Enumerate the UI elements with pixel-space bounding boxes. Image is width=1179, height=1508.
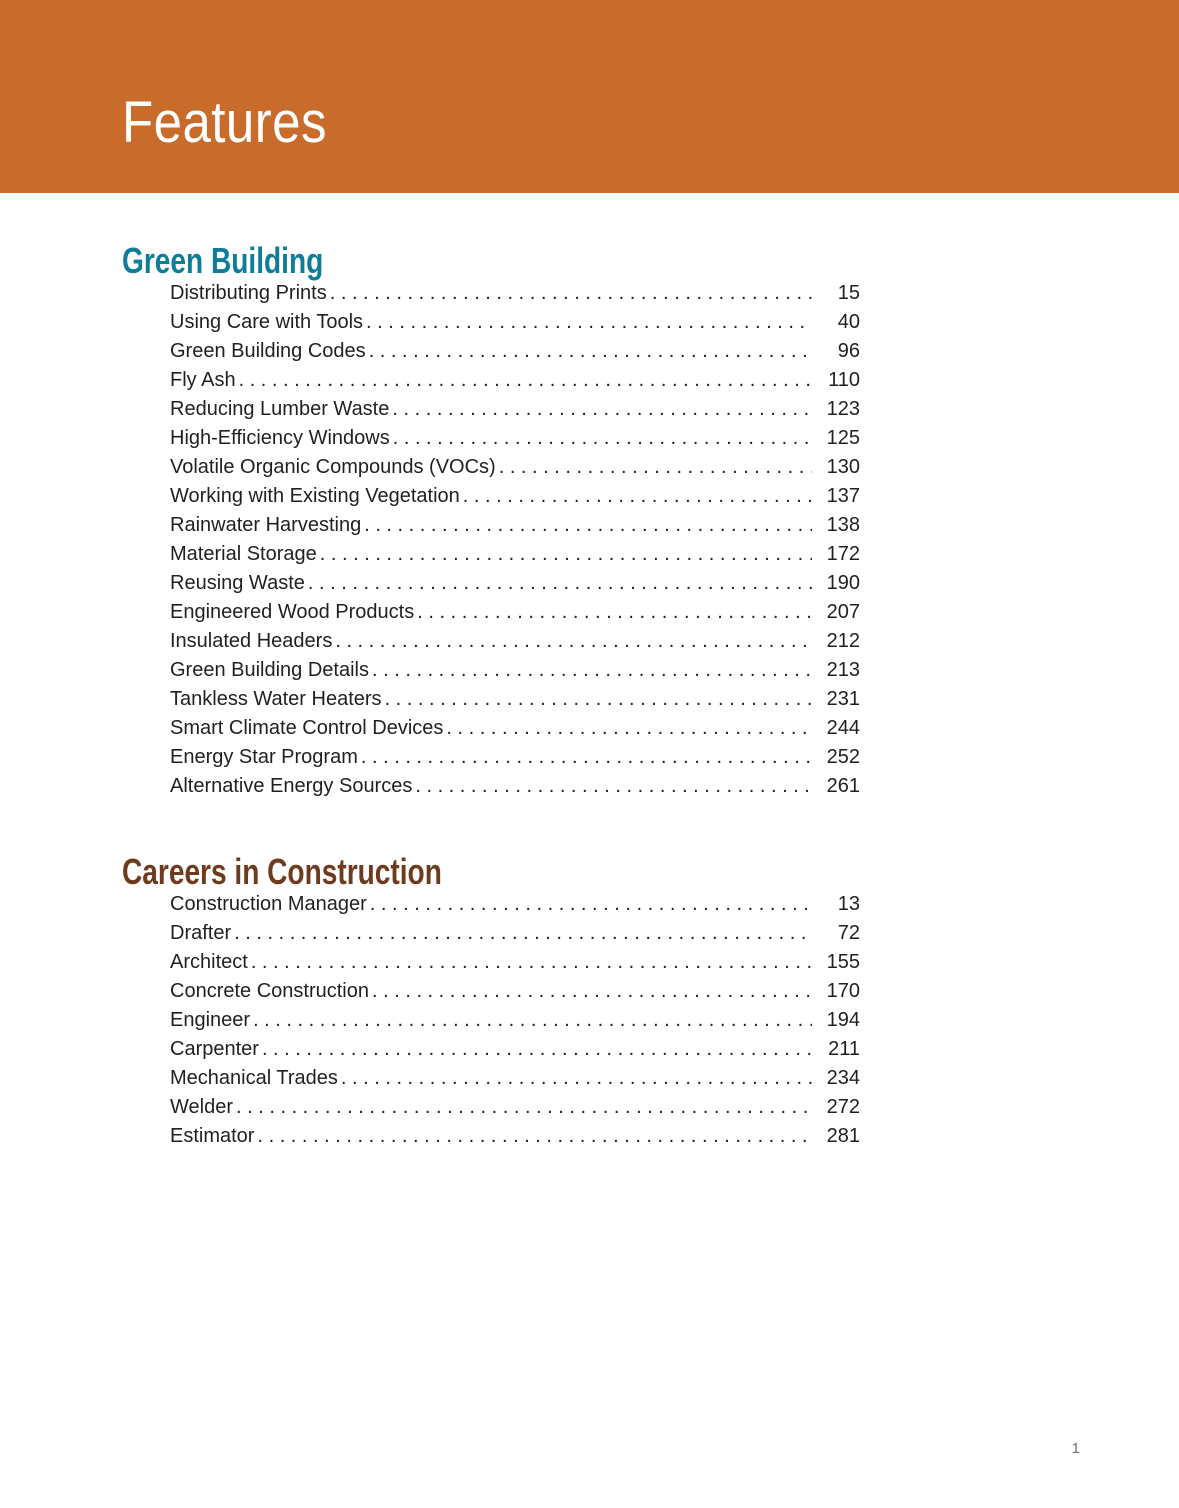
- chapter-banner: [0, 0, 1179, 193]
- toc-row: [170, 511, 860, 540]
- dot-leader: [251, 948, 812, 977]
- toc-row: [170, 540, 860, 569]
- toc-row: [170, 598, 860, 627]
- dot-leader: [385, 685, 812, 714]
- toc-entry-label: Tankless Water Heaters: [170, 688, 382, 710]
- toc-entry-page-number: 123: [826, 398, 860, 420]
- toc-entry-page-number: 130: [826, 456, 860, 478]
- toc-entry-label: Working with Existing Vegetation: [170, 485, 460, 507]
- toc-row: [170, 890, 860, 919]
- toc-entry-label: Material Storage: [170, 543, 317, 565]
- dot-leader: [335, 627, 812, 656]
- toc-section: [122, 851, 860, 1151]
- toc-entry-page-number: 261: [826, 775, 860, 797]
- toc-row: [170, 685, 860, 714]
- toc-entry-label: Reducing Lumber Waste: [170, 398, 390, 420]
- toc-entry-page-number: 110: [828, 369, 860, 391]
- toc-entry-page-number: 40: [837, 311, 860, 333]
- toc-row: [170, 656, 860, 685]
- toc-entry-label: Drafter: [170, 922, 232, 944]
- toc-entry-label: Estimator: [170, 1125, 255, 1147]
- toc-entry-label: Distributing Prints: [170, 282, 327, 304]
- toc-entry-label: High-Efficiency Windows: [170, 427, 390, 449]
- toc-row: [170, 948, 860, 977]
- toc-entry-page-number: 170: [826, 980, 860, 1002]
- toc-row: [170, 453, 860, 482]
- toc-entry-label: Mechanical Trades: [170, 1067, 338, 1089]
- toc-row: [170, 308, 860, 337]
- toc-entry-page-number: 72: [837, 922, 860, 944]
- toc-entry-page-number: 213: [826, 659, 860, 681]
- dot-leader: [330, 279, 812, 308]
- toc-row: [170, 1035, 860, 1064]
- toc-entry-page-number: 244: [826, 717, 860, 739]
- toc-row: [170, 743, 860, 772]
- dot-leader: [372, 977, 812, 1006]
- toc-entry-page-number: 207: [826, 601, 860, 623]
- toc-entry-label: Concrete Construction: [170, 980, 369, 1002]
- dot-leader: [320, 540, 812, 569]
- toc-entry-page-number: 252: [826, 746, 860, 768]
- toc-entry-label: Alternative Energy Sources: [170, 775, 413, 797]
- toc-row: [170, 1093, 860, 1122]
- dot-leader: [417, 598, 812, 627]
- toc-entry-label: Carpenter: [170, 1038, 259, 1060]
- toc-entry-page-number: 13: [837, 893, 860, 915]
- toc-row: [170, 569, 860, 598]
- toc-entry-page-number: 15: [837, 282, 860, 304]
- dot-leader: [370, 890, 812, 919]
- toc-row: [170, 424, 860, 453]
- toc-entry-page-number: 96: [837, 340, 860, 362]
- toc-entry-label: Smart Climate Control Devices: [170, 717, 444, 739]
- dot-leader: [392, 395, 812, 424]
- toc-row: [170, 714, 860, 743]
- toc-entry-label: Engineer: [170, 1009, 251, 1031]
- toc-section: [122, 240, 860, 801]
- toc-entry-label: Rainwater Harvesting: [170, 514, 362, 536]
- toc-row: [170, 627, 860, 656]
- toc-entry-list: [170, 279, 860, 801]
- section-title: Careers in Construction: [122, 851, 442, 892]
- dot-leader: [463, 482, 812, 511]
- toc-row: [170, 977, 860, 1006]
- toc-entry-label: Architect: [170, 951, 248, 973]
- toc-row: [170, 366, 860, 395]
- toc-entry-page-number: 194: [826, 1009, 860, 1031]
- toc-entry-page-number: 138: [826, 514, 860, 536]
- table-of-contents: [122, 193, 860, 1151]
- dot-leader: [234, 919, 812, 948]
- toc-row: [170, 1064, 860, 1093]
- toc-entry-page-number: 125: [826, 427, 860, 449]
- toc-entry-label: Green Building Details: [170, 659, 369, 681]
- toc-row: [170, 482, 860, 511]
- toc-row: [170, 337, 860, 366]
- toc-entry-label: Volatile Organic Compounds (VOCs): [170, 456, 496, 478]
- toc-entry-page-number: 272: [826, 1096, 860, 1118]
- toc-entry-label: Insulated Headers: [170, 630, 333, 652]
- toc-row: [170, 279, 860, 308]
- dot-leader: [499, 453, 812, 482]
- toc-row: [170, 1006, 860, 1035]
- dot-leader: [446, 714, 812, 743]
- toc-entry-page-number: 190: [826, 572, 860, 594]
- toc-entry-page-number: 234: [826, 1067, 860, 1089]
- dot-leader: [372, 656, 812, 685]
- dot-leader: [262, 1035, 812, 1064]
- section-title: Green Building: [122, 240, 324, 281]
- toc-entry-label: Fly Ash: [170, 369, 236, 391]
- dot-leader: [239, 366, 812, 395]
- toc-entry-page-number: 281: [826, 1125, 860, 1147]
- toc-entry-page-number: 212: [826, 630, 860, 652]
- toc-entry-label: Energy Star Program: [170, 746, 358, 768]
- toc-entry-label: Construction Manager: [170, 893, 367, 915]
- page-number: 1: [1071, 1440, 1080, 1457]
- toc-entry-label: Engineered Wood Products: [170, 601, 415, 623]
- toc-row: [170, 772, 860, 801]
- toc-entry-page-number: 172: [826, 543, 860, 565]
- dot-leader: [369, 337, 812, 366]
- dot-leader: [415, 772, 812, 801]
- toc-entry-list: [170, 890, 860, 1151]
- dot-leader: [393, 424, 812, 453]
- toc-entry-page-number: 155: [826, 951, 860, 973]
- dot-leader: [364, 511, 812, 540]
- toc-row: [170, 1122, 860, 1151]
- toc-row: [170, 919, 860, 948]
- dot-leader: [257, 1122, 812, 1151]
- page-title: Features: [122, 90, 327, 155]
- dot-leader: [253, 1006, 812, 1035]
- toc-row: [170, 395, 860, 424]
- dot-leader: [236, 1093, 812, 1122]
- dot-leader: [308, 569, 812, 598]
- toc-entry-page-number: 137: [826, 485, 860, 507]
- toc-entry-label: Welder: [170, 1096, 233, 1118]
- toc-entry-page-number: 231: [826, 688, 860, 710]
- dot-leader: [361, 743, 812, 772]
- dot-leader: [341, 1064, 812, 1093]
- dot-leader: [366, 308, 812, 337]
- toc-entry-label: Green Building Codes: [170, 340, 366, 362]
- toc-entry-label: Reusing Waste: [170, 572, 305, 594]
- toc-entry-page-number: 211: [828, 1038, 860, 1060]
- toc-entry-label: Using Care with Tools: [170, 311, 364, 333]
